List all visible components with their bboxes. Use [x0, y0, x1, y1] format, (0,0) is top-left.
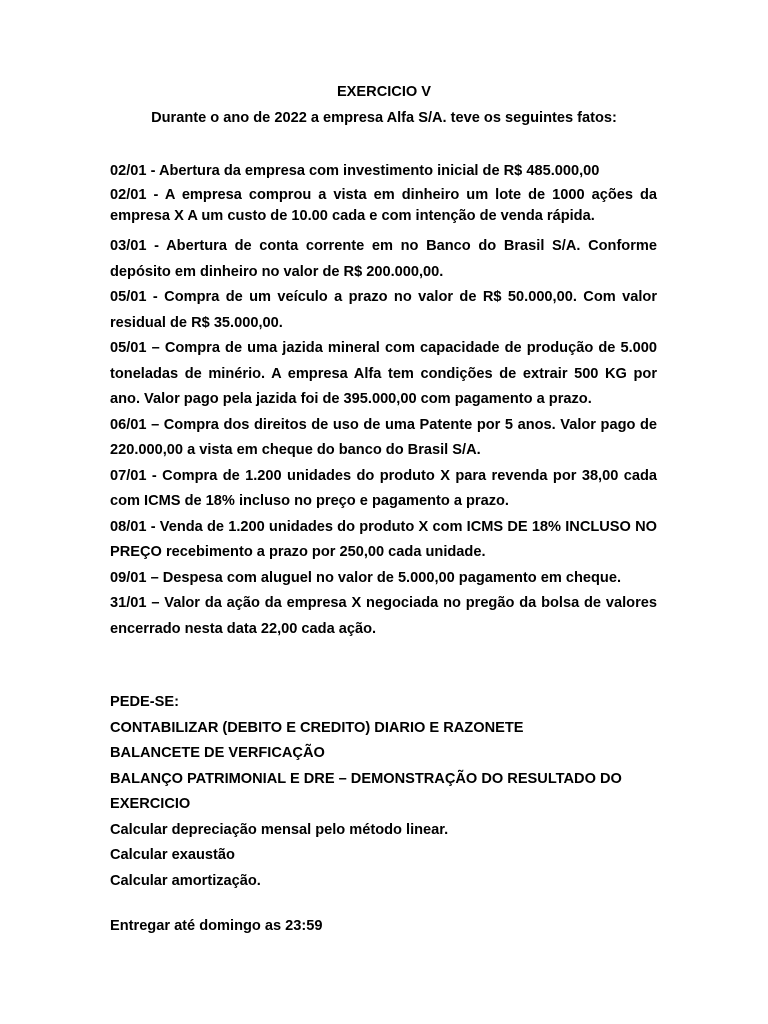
request-item: Calcular exaustão [110, 847, 235, 863]
request-item: Calcular amortização. [110, 872, 261, 889]
requests-heading: PEDE-SE: [110, 694, 179, 710]
fact-item: 07/01 - Compra de 1.200 unidades do produto X para revenda por 38,00 cada com ICMS de 18% incluso no preço e pagamento a prazo. [110, 467, 657, 509]
requests-list [110, 690, 657, 894]
request-item: CONTABILIZAR (DEBITO E CREDITO) DIARIO E RAZONETE [110, 719, 524, 736]
request-item: BALANCETE DE VERFICAÇÃO [110, 745, 325, 761]
fact-item: 09/01 – Despesa com aluguel no valor de 5.000,00 pagamento em cheque. [110, 569, 621, 586]
facts-list [110, 161, 657, 642]
fact-item: 05/01 - Compra de um veículo a prazo no valor de R$ 50.000,00. Com valor residual de R$ 35.000,00. [110, 289, 657, 331]
fact-item: 06/01 – Compra dos direitos de uso de uma Patente por 5 anos. Valor pago de 220.000,00 a vista em cheque do banco do Brasil S/A. [110, 416, 657, 458]
fact-item: 31/01 – Valor da ação da empresa X negociada no pregão da bolsa de valores encerrado nesta data 22,00 cada ação. [110, 595, 657, 637]
fact-item: 02/01 - Abertura da empresa com investimento inicial de R$ 485.000,00 [110, 163, 600, 179]
fact-item: 05/01 – Compra de uma jazida mineral com capacidade de produção de 5.000 toneladas de minério. A empresa Alfa tem condições de extrair 500 KG por ano. Valor pago pela jazida foi de 395.000,00 com pagamento a prazo. [110, 340, 657, 407]
fact-item: 02/01 - A empresa comprou a vista em dinheiro um lote de 1000 ações da empresa X A um custo de 10.00 cada e com intenção de venda rápida. [110, 187, 657, 224]
request-item: EXERCICIO [110, 796, 191, 812]
request-item: BALANÇO PATRIMONIAL E DRE – DEMONSTRAÇÃO DO RESULTADO DO [110, 770, 622, 787]
exercise-title: EXERCICIO V [336, 84, 432, 100]
exercise-subtitle: Durante o ano de 2022 a empresa Alfa S/A. teve os seguintes fatos: [151, 110, 617, 126]
fact-item: 08/01 - Venda de 1.200 unidades do produto X com ICMS DE 18% INCLUSO NO PREÇO recebimento a prazo por 250,00 cada unidade. [110, 518, 657, 560]
fact-item: 03/01 - Abertura de conta corrente em no Banco do Brasil S/A. Conforme depósito em dinheiro no valor de R$ 200.000,00. [110, 238, 657, 280]
deadline-note: Entregar até domingo as 23:59 [110, 918, 323, 934]
request-item: Calcular depreciação mensal pelo método linear. [110, 821, 449, 838]
